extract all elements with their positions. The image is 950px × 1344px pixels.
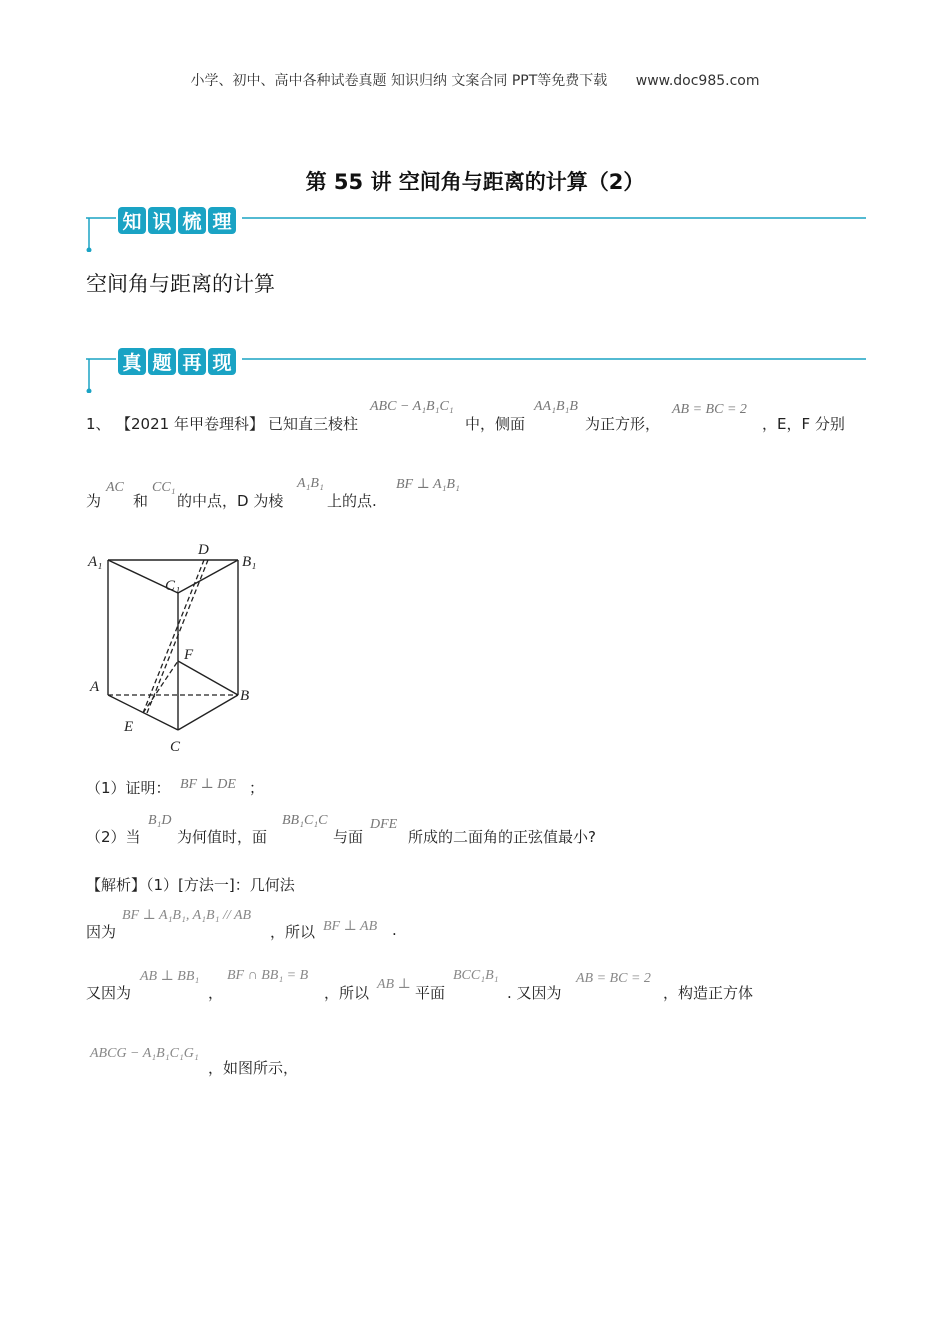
math-expression: AA₁B₁B	[534, 399, 578, 414]
math-expression: B₁D	[148, 813, 172, 828]
math-expression: AB ⊥	[377, 977, 411, 992]
page-title: 第 55 讲 空间角与距离的计算（2）	[305, 170, 645, 194]
label-F: F	[184, 647, 194, 663]
problem-text: 和	[133, 492, 149, 510]
problem-text: 为何值时，面	[177, 828, 268, 846]
math-expression: ABC − A₁B₁C₁	[370, 399, 454, 414]
math-expression: DFE	[370, 817, 398, 832]
solution-text: 平面	[415, 984, 446, 1002]
banner2-char: 现	[212, 352, 232, 374]
prism-figure	[86, 535, 276, 760]
problem-text: 所成的二面角的正弦值最小?	[408, 828, 596, 846]
label-E: E	[124, 719, 134, 735]
banner2-char: 真	[122, 352, 142, 374]
banner2-char: 题	[152, 352, 172, 374]
solution-text: .	[392, 921, 397, 939]
problem-text: 为	[86, 492, 102, 510]
banner1-char: 梳	[182, 211, 202, 233]
label-A1: A₁	[88, 554, 103, 570]
math-expression: AB = BC = 2	[672, 402, 747, 417]
math-expression: BF ⊥ AB	[323, 919, 378, 934]
math-expression: AB ⊥ BB₁	[140, 969, 200, 984]
problem-source: 【2021 年甲卷理科】	[116, 415, 264, 433]
label-B: B	[240, 688, 250, 704]
section-heading: 空间角与距离的计算	[86, 272, 275, 296]
math-expression: BCC₁B₁	[453, 968, 499, 983]
solution-text: ，如图所示，	[208, 1059, 299, 1077]
problem-text: ，E，F 分别	[762, 415, 845, 433]
banner1-char: 理	[212, 211, 232, 233]
header-url[interactable]: www.doc985.com	[635, 73, 760, 89]
math-expression: CC₁	[152, 480, 176, 495]
problem-text: 上的点.	[327, 492, 377, 510]
problem-text: 的中点，D 为棱	[177, 492, 284, 510]
banner1-char: 识	[152, 211, 172, 233]
label-C1: C₁	[165, 578, 181, 594]
solution-text: ，所以	[270, 923, 316, 941]
solution-text: ，	[208, 984, 224, 1002]
math-expression: BF ∩ BB₁ = B	[227, 968, 309, 983]
math-expression: AB = BC = 2	[576, 971, 651, 986]
header-text: 小学、初中、高中各种试卷真题 知识归纳 文案合同 PPT等免费下载	[190, 73, 608, 89]
banner1-char: 知	[122, 211, 142, 233]
math-expression: A₁B₁	[297, 476, 324, 491]
problem-text: 已知直三棱柱	[268, 415, 359, 433]
label-B1: B₁	[242, 554, 257, 570]
solution-text: ，构造正方体	[663, 984, 754, 1002]
label-A: A	[90, 679, 100, 695]
problem-text: 为正方形，	[585, 415, 661, 433]
question-2-label: （2）当	[86, 828, 141, 846]
math-expression: AC	[106, 480, 124, 495]
math-expression: ABCG − A₁B₁C₁G₁	[90, 1046, 199, 1061]
label-C: C	[170, 739, 181, 755]
math-expression: BF ⊥ DE	[180, 777, 236, 792]
section-banner-real-exam	[86, 343, 866, 393]
problem-text: ；	[249, 779, 265, 797]
problem-text: 中，侧面	[465, 415, 526, 433]
problem-num: 1、	[86, 415, 111, 433]
question-1-label: （1）证明：	[86, 779, 171, 797]
section-banner-knowledge	[86, 202, 866, 252]
problem-text: 与面	[333, 828, 364, 846]
solution-text: ，所以	[324, 984, 370, 1002]
math-expression: BF ⊥ A₁B₁	[396, 477, 460, 492]
label-D: D	[198, 542, 209, 558]
banner2-char: 再	[182, 352, 202, 374]
math-expression: BB₁C₁C	[282, 813, 328, 828]
solution-text: . 又因为	[507, 984, 562, 1002]
math-expression: BF ⊥ A₁B₁, A₁B₁ // AB	[122, 908, 252, 923]
page-header	[0, 70, 950, 90]
solution-heading: 【解析】（1）[方法一]：几何法	[86, 876, 295, 894]
solution-text: 因为	[86, 923, 117, 941]
solution-text: 又因为	[86, 984, 132, 1002]
